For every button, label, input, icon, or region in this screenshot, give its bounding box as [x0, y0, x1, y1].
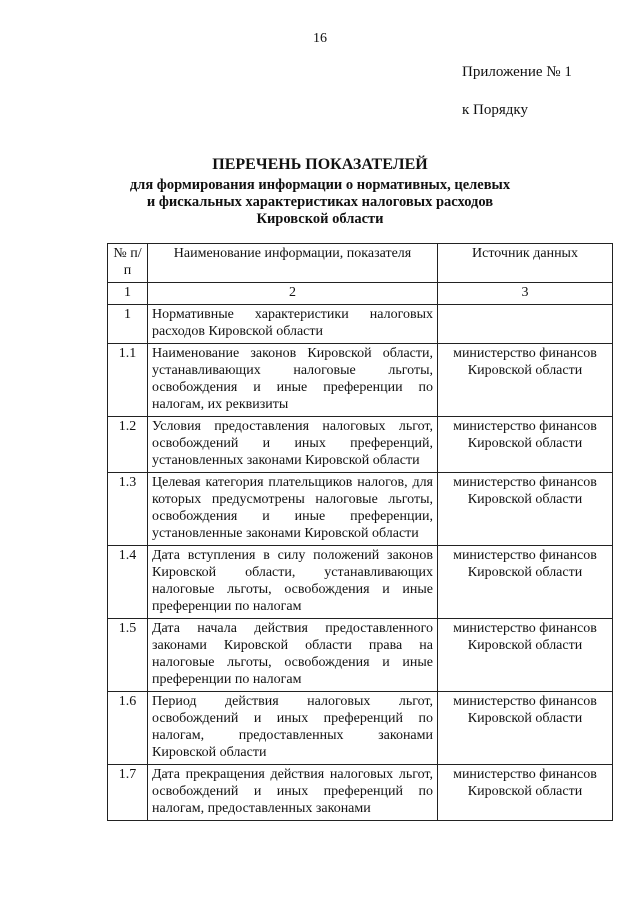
column-number-2: 2 [148, 283, 438, 305]
header-cell-name: Наименование информации, показателя [148, 244, 438, 283]
row-source: министерство финансов Кировской области [438, 344, 613, 417]
header-cell-number: № п/п [108, 244, 148, 283]
row-number: 1.7 [108, 765, 148, 821]
annex-label: Приложение № 1 [462, 64, 572, 80]
title-line-3: Кировской области [256, 211, 384, 227]
row-name: Период действия налоговых льгот, освобождений и иных преференций по налогам, предоставленных законами Кировской области [148, 692, 438, 765]
annex-sublabel: к Порядку [462, 102, 528, 118]
row-source: министерство финансов Кировской области [438, 765, 613, 821]
column-number-row [108, 283, 613, 305]
document-title [100, 155, 540, 228]
row-source: министерство финансов Кировской области [438, 473, 613, 546]
row-number: 1.3 [108, 473, 148, 546]
table-row [108, 765, 613, 821]
table-row [108, 305, 613, 344]
row-number: 1.4 [108, 546, 148, 619]
row-name: Дата вступления в силу положений законов Кировской области, устанавливающих налоговые льготы, освобождения и иные преференции по налогам [148, 546, 438, 619]
title-line-2: и фискальных характеристиках налоговых расходов [146, 194, 494, 210]
row-name: Дата начала действия предоставленного законами Кировской области права на налоговые льготы, освобождения и иные преференции по налогам [148, 619, 438, 692]
title-main: ПЕРЕЧЕНЬ ПОКАЗАТЕЛЕЙ [212, 156, 428, 173]
table-row [108, 344, 613, 417]
row-name: Дата прекращения действия налоговых льгот, освобождений и иных преференций по налогам, предоставленных законами [148, 765, 438, 821]
table-row [108, 417, 613, 473]
row-source [438, 305, 613, 344]
table-row [108, 619, 613, 692]
row-number: 1.5 [108, 619, 148, 692]
table-row [108, 546, 613, 619]
table-row [108, 473, 613, 546]
row-number: 1.6 [108, 692, 148, 765]
row-number: 1.1 [108, 344, 148, 417]
row-source: министерство финансов Кировской области [438, 546, 613, 619]
row-name: Условия предоставления налоговых льгот, освобождений и иных преференций, установленных законами Кировской области [148, 417, 438, 473]
indicators-table [107, 243, 613, 821]
row-number: 1 [108, 305, 148, 344]
title-line-1: для формирования информации о нормативных, целевых [129, 177, 511, 193]
table-header-row [108, 244, 613, 283]
column-number-3: 3 [438, 283, 613, 305]
row-number: 1.2 [108, 417, 148, 473]
row-name: Наименование законов Кировской области, устанавливающих налоговые льготы, освобождения и иные преференции по налогам, их реквизиты [148, 344, 438, 417]
header-cell-source: Источник данных [438, 244, 613, 283]
row-name: Нормативные характеристики налоговых расходов Кировской области [148, 305, 438, 344]
row-source: министерство финансов Кировской области [438, 619, 613, 692]
column-number-1: 1 [108, 283, 148, 305]
row-name: Целевая категория плательщиков налогов, для которых предусмотрены налоговые льготы, освобождения и иные преференции, установленные законами Кировской области [148, 473, 438, 546]
row-source: министерство финансов Кировской области [438, 417, 613, 473]
table-row [108, 692, 613, 765]
page-number: 16 [313, 31, 327, 46]
row-source: министерство финансов Кировской области [438, 692, 613, 765]
